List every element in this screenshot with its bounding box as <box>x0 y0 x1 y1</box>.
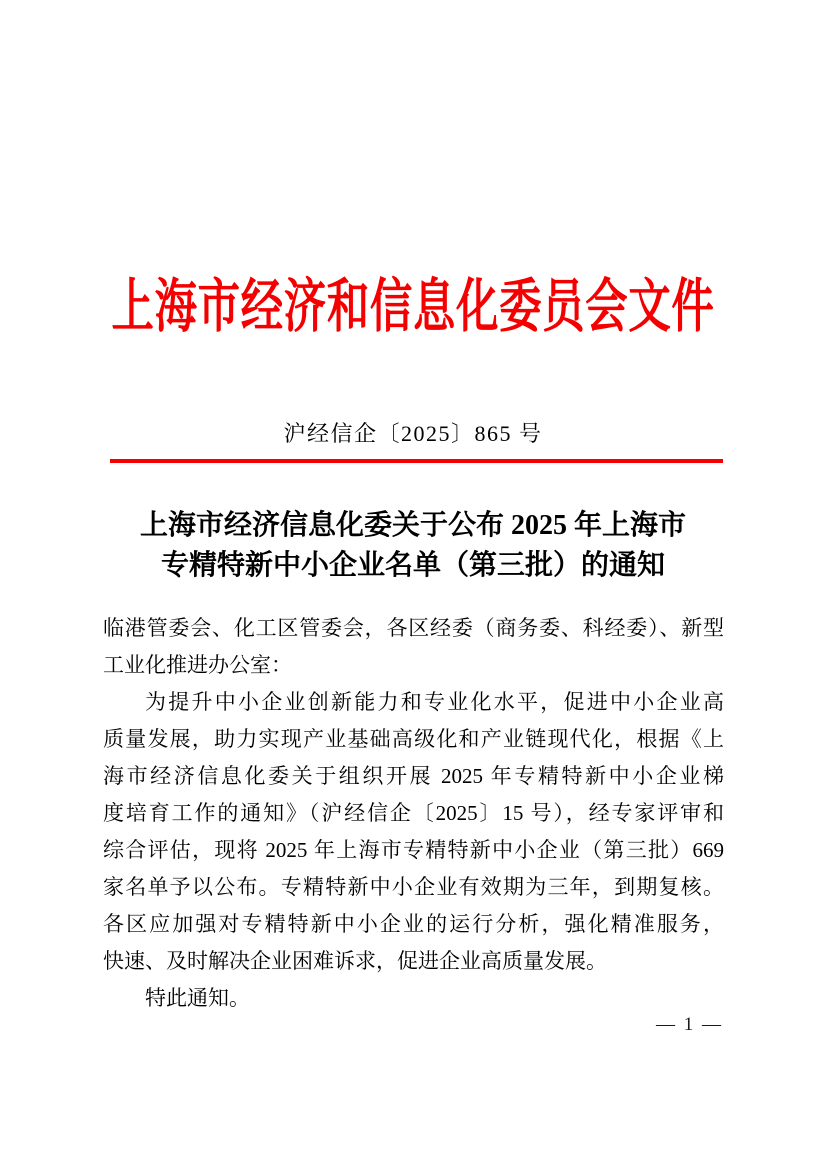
body-line: 快速、及时解决企业困难诉求，促进企业高质量发展。 <box>103 949 607 973</box>
body-line: 综合评估，现将 2025 年上海市专精特新中小企业（第三批）669 <box>103 838 724 862</box>
body-line: 度培育工作的通知》（沪经信企〔2025〕15 号），经专家评审和 <box>103 801 724 825</box>
document-reference-number: 沪经信企〔2025〕865 号 <box>283 421 543 446</box>
body-line: 为提升中小企业创新能力和专业化水平，促进中小企业高 <box>145 690 724 714</box>
document-title-line-2: 专精特新中小企业名单（第三批）的通知 <box>160 550 665 581</box>
body-line: 家名单予以公布。专精特新中小企业有效期为三年，到期复核。 <box>103 875 724 899</box>
red-separator-rule <box>110 459 723 463</box>
document-title <box>0 506 826 586</box>
body-text <box>103 610 724 1017</box>
letterhead-title: 上海市经济和信息化委员会文件 <box>111 274 715 339</box>
page-number: — 1 — <box>656 1014 723 1035</box>
body-line: 质量发展，助力实现产业基础高级化和产业链现代化，根据《上 <box>103 727 724 751</box>
body-line-addressees-2: 工业化推进办公室： <box>103 653 292 677</box>
letterhead <box>0 274 826 339</box>
body-line-addressees: 临港管委会、化工区管委会，各区经委（商务委、科经委）、新型 <box>103 616 724 640</box>
body-line: 海市经济信息化委关于组织开展 2025 年专精特新中小企业梯 <box>103 764 724 788</box>
body-line-closing: 特此通知。 <box>145 986 250 1010</box>
document-title-line-1: 上海市经济信息化委关于公布 2025 年上海市 <box>139 510 686 541</box>
body-line: 各区应加强对专精特新中小企业的运行分析，强化精准服务， <box>103 912 724 936</box>
